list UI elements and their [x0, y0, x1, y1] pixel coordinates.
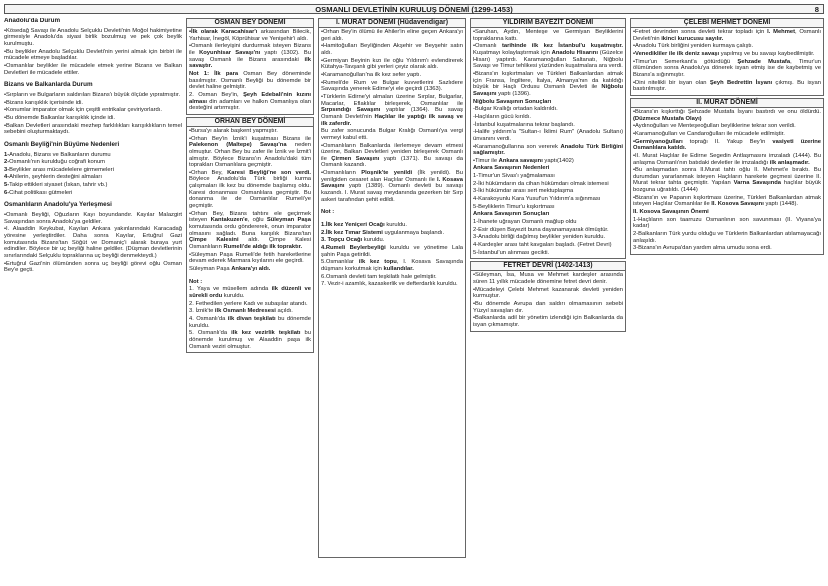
page-title: OSMANLI DEVLETİNİN KURULUŞ DÖNEMİ (1299-1453)	[315, 5, 513, 14]
list-item: 3-Bizans'ın Avrupa'dan yardım alma umudu sona erdi.	[633, 245, 772, 252]
note-heading: Not :	[189, 278, 203, 285]
celebi-mehmet-box	[630, 18, 824, 96]
paragraph: •Orhan Bey, Karesi Beyliği'ne son verdi. Böylece Anadolu'da Türk birliği kurma çalışmaları ilk kez bu dönemde başlamış oldu. Karesi donanması Osmanlılara geçmiştir. Bu donanma ile de Osmanlılar Rumeli'ye geçmiştir.	[189, 169, 311, 210]
paragraph: •Balkan Devletleri arasındaki mezhep farklılıkları karışıklıkların temel sebebini oluşturmaktaydı.	[4, 122, 182, 136]
list-item: 3-Beylikler arası mücadelelere girmemeleri	[4, 166, 114, 173]
list-item: 4-Kardeşler arası taht kavgaları başladı. (Fetret Devri)	[473, 242, 612, 249]
column-3	[318, 18, 466, 583]
list-item: 5-İstanbul'un alınması gecikti.	[473, 249, 550, 256]
box-title: ORHAN BEY DÖNEMİ	[187, 118, 313, 127]
paragraph: •Mücadeleyi Çelebi Mehmet kazanarak devleti yeniden kurmuştur.	[473, 286, 623, 300]
section-heading: Bizans ve Balkanlarda Durum	[4, 81, 93, 89]
paragraph: •Sırpların ve Bulgarların saldırıları Bizans'ı büyük ölçüde yıpratmıştır.	[4, 91, 181, 98]
list-item: 1-Anadolu, Bizans ve Balkanların durumu	[4, 151, 111, 158]
paragraph: •Bursa'yı alarak başkent yapmıştır.	[189, 127, 278, 134]
note-item: 2. Fethedilen yerlere Kadı ve subaşılar atandı.	[189, 300, 308, 307]
osman-bey-box	[186, 18, 314, 115]
paragraph: •Orhan Bey, Bizans tahtını ele geçirmek isteyen Kantakuzen'e, oğlu Süleyman Paşa komutasında ordu göndererek, onun imparator olmasını sağladı. Buna karşılık Bizans'tan Çimpe Kalesini aldı. Çimpe Kalesi Osmanlıların Rumeli'de aldığı ilk topraktır.	[189, 210, 311, 251]
column-5	[630, 18, 824, 583]
column-4	[470, 18, 626, 583]
note-item: 7. Vezir-i azamlık, kazaskerlik ve defterdarlık kuruldu.	[321, 281, 458, 288]
box-title: ÇELEBİ MEHMET DÖNEMİ	[631, 19, 823, 28]
paragraph: •Bu dönemde Avrupa dan saldırı olmamasının sebebi Yüzyıl savaşları dır.	[473, 300, 623, 314]
list-item: 5-Takip ettikleri siyaset (İskan, tahrir vb.)	[4, 182, 108, 189]
note-item: 3. Topçu Ocağı kuruldu.	[321, 237, 385, 244]
list-item: 2-Osmanlı'nın kurulduğu coğrafi konum	[4, 159, 105, 166]
paragraph: •Bizans'ın kışkırttığı Şehzade Mustafa İsyanı bastırdı ve onu öldürdü. (Düzmece Mustafa Olayı)	[633, 108, 821, 122]
list-item: 1-Timur'un Sivas'ı yağmalaması	[473, 173, 555, 180]
paragraph: •Rumeli'de Rum ve Bulgar kuvvetlerini Sazlıdere Savaşında yenerek Edirne'yi ele geçirdi (1363).	[321, 79, 463, 93]
paragraph: •Balkanlarda adil bir yönetim izlendiği için Balkanlarda da isyan çıkmamıştır.	[473, 315, 623, 328]
paragraph: •Bizans'ın kışkırtmaları ve Türkleri Balkanlardan atmak için Fransa, İngiltere, İtalya, Almanya'nın da katıldığı büyük bir Haçlı Ordusu Osmanlı Devleti ile Niğbolu Savaşını yaptı (1396).	[473, 70, 623, 97]
paragraph: •Kösedağ Savaşı ile Anadolu Selçuklu Devleti'nin Moğol hakimiyetine girmesiyle Anadolu'da siyasi birlik bozulmuş ve pek çok beylik kurulmuştu.	[4, 27, 182, 47]
list-item: 3-Anadolu birliği dağılmış beylikler yeniden kuruldu.	[473, 234, 606, 241]
paragraph: •Osmanlıların Balkanlarda ilerlemeye devam etmesi üzerine, Balkan Devletleri yeniden birleşerek Osmanlı ile Çirmen Savaşını yaptı (1371). Bu savaşı da Osmanlı kazandı.	[321, 142, 463, 169]
paragraph: •Hamitoğulları Beyliğinden Akşehir ve Beyşehir satın aldı.	[321, 43, 463, 56]
box-title: OSMAN BEY DÖNEMİ	[187, 19, 313, 28]
list-item: 2-Balkanların Türk yurdu olduğu ve Türklerin Balkanlardan atılamayacağı anlaşıldı.	[633, 231, 821, 244]
paragraph: •Ertuğrul Gazi'nin ölümünden sonra uç beyliği görevi oğlu Osman Bey'e geçti.	[4, 260, 182, 274]
box-title: FETRET DEVRİ (1402-1413)	[471, 262, 625, 271]
section-heading: Osmanlı Beyliği'nin Büyüme Nedenleri	[4, 140, 120, 148]
subheading: Ankara Savaşının Nedenleri	[473, 165, 550, 172]
paragraph: Bu zafer sonucunda Bulgar Kralığı Osmanlı'ya vergi vermeyi kabul etti.	[321, 128, 463, 141]
note-item: 1.İlk kez Yeniçeri Ocağı kuruldu.	[321, 222, 407, 229]
orhan-bey-box	[186, 117, 314, 353]
list-item: 1-İhanete uğrayan Osmanlı mağlup oldu	[473, 219, 577, 226]
box-title: I. MURAT DÖNEMİ (Hüdavendigar)	[319, 19, 465, 28]
section-heading: Osmanlıların Anadolu'ya Yerleşmesi	[4, 201, 112, 209]
list-item: 5-Beyliklerin Timur'u kışkırtması	[473, 203, 555, 210]
list-item: -Haçlıların gücü kırıldı.	[473, 113, 531, 120]
note-item: 1. Yaya ve müsellem adında ilk düzenli ve sürekli ordu kuruldu.	[189, 286, 311, 299]
list-item: 4-Ahilerin, şeyhlerin desteğini almaları	[4, 174, 102, 181]
note-item: 2.İlk kez Tımar Sistemi uygulanmaya başlandı.	[321, 229, 445, 236]
list-item: -Bulgar Krallığı ortadan kaldırıldı.	[473, 106, 558, 113]
subheading: Ankara Savaşının Sonuçları	[473, 211, 550, 218]
paragraph: •Bu beylikler Anadolu Selçuklu Devleti'nin yerini almak için birbiri ile mücadele etmeye başladılar.	[4, 48, 182, 62]
box-title: II. MURAT DÖNEMİ	[631, 99, 823, 108]
paragraph: Süleyman Paşa Ankara'yı aldı.	[189, 266, 271, 272]
list-item: -Halife yıldırım'a "Sultan-ı İklimi Rum" (Anadolu Sultanı) ünvanını verdi.	[473, 129, 623, 142]
list-item: 4-Karakoyunlu Kara Yusuf'un Yıldırım'a sığınması	[473, 196, 601, 203]
note-item: 5.Osmanlılar ilk kez topu, I. Kosava Savaşında düşmanı korkutmak için kullandılar.	[321, 259, 463, 272]
paragraph: •Orhan Bey'in İznik'i kuşatması Bizans ile Palekenon (Maltepe) Savaşı'na neden olmuştur. Orhan Bey bu zafer ile İznik ve İzmit'i almıştır. Böylece Bizans'ın Anadolu'daki tüm toprakları Osmanlılara geçmiştir.	[189, 135, 311, 169]
subheading: Niğbolu Savaşının Sonuçları	[473, 98, 552, 105]
paragraph: •Bizans karışıklık içerisinde idi.	[4, 99, 84, 106]
list-item: 1-Haçlıların son taarruzu Osmanlının son savunması (II. Viyana'ya kadar)	[633, 216, 821, 230]
note-item: 5. Osmanlı'da ilk kez vezirlik teşkilatı bu dönemde kurulmuş ve Alaaddin paşa ilk Osmanlı veziri olmuştur.	[189, 330, 312, 350]
list-item: -İstanbul kuşatmalarına tekrar başlandı.	[473, 121, 575, 128]
paragraph: •Saruhan, Aydın, Menteşe ve Germiyan Beyliklerini topraklarına kattı.	[473, 29, 623, 42]
paragraph: •I. Alaaddin Keykubat, Kayıları Ankara yakınlarındaki Karacadağ yöresine yerleştirdiler. Daha sonra Kayılar, Ertuğrul Gazi komutasında Bizans'tan Söğüt ve Domaniç'i alarak buraya yurt edindiler. Böylece bir uç beyliği haline geldiler. (Düşman devletlerinin sınırlarındaki Selçuklu topraklarına uç beyliği denmekteydi.)	[4, 226, 182, 260]
paragraph: •Karamanoğullarına son vererek Anadolu Türk Birliğini sağlamıştır.	[473, 143, 623, 157]
paragraph: •Bu anlaşmadan sonra II.Murat tahtı oğlu II. Mehmet'e bıraktı. Bu durumdan yararlanmak isteyen Haçlıların harekete geçmesi üzerine II. Murat tekrar tahta geçmiştir. Yapılan Varna Savaşında haçlılar büyük bozguna uğratıldı. (1444)	[633, 167, 821, 194]
paragraph: •Bu dönemde Balkanlar karışıklık içinde idi.	[4, 114, 115, 121]
note: Not 1: İlk para Osman Bey döneminde basılmıştır. Osmanlı Beyliği bu dönemde bir devlet haline gelmiştir.	[189, 70, 311, 91]
list-item: 2-İki hükümdarın da cihan hükümdarı olmak istemesi	[473, 180, 609, 187]
paragraph: •Karamanoğulları'na ilk kez sefer yaptı.	[321, 71, 422, 78]
paragraph: •Orhan Bey'in ölümü ile Ahiler'in eline geçen Ankara'yı geri aldı.	[321, 29, 463, 42]
paragraph: •Anadolu Türk birliğini yeniden kurmaya çalıştı.	[633, 43, 754, 50]
paragraph: •Timur'un Semerkant'a götürdüğü Şehzade Mustafa, Timur'un ölümünden sonra Anadolu'ya dönerek isyan etmiş ise de kaybetmiş ve Bizans'a sığınmıştır.	[633, 58, 821, 78]
paragraph: •Osmanlı ilerleyişini durdurmak isteyen Bizans ile Koyunhisar Savaşı'nı yaptı (1302). Bu savaş Osmanlı ile Bizans arasındaki ilk savaştır.	[189, 43, 312, 70]
paragraph: •Osmanlı tarihinde ilk kez İstanbul'u kuşatmıştır. Kuşatmayı kolaylaştırmak için Anadolu Hisarını (Güzelce Hisarı) yaptırdı. Karamanoğulları Saltanatı, Niğbolu Savaşı ve Timur tehlikesi yüzünden kuşatmalara ara verdi.	[473, 43, 623, 70]
paragraph: •Süleyman Paşa Rumeli'de fetih hareketlerine devam ederek Marmara kıyılarını ele geçirdi.	[189, 251, 311, 265]
paragraph: •Germiyan Beyinin kızı ile oğlu Yıldırım'ı evlendirerek Kütahya-Tavşanlı gibi yerleri çeyiz olarak aldı.	[321, 57, 463, 71]
paragraph: •Germiyanoğulları toprağı II. Yakup Bey'in vasiyeti üzerine Osmanlılara katıldı.	[633, 138, 821, 152]
note-item: 4.Rumeli Beylerbeyliği kuruldu ve yönetime Lala şahin Paşa getirildi.	[321, 245, 464, 258]
paragraph: •Aydınoğulları ve Menteşeoğulları beyliklerine tekrar son verildi.	[633, 123, 796, 130]
subheading: II. Kosova Savaşının Önemi	[633, 209, 709, 216]
paragraph: •Karamanoğulları ve Candaroğulları ile mücadele edilmiştir.	[633, 130, 785, 137]
note-item: 4. Osmanlı'da ilk divan teşkilatı bu dönemde kuruldu.	[189, 315, 311, 329]
note: 2. Osman Bey'in, Şeyh Edebali'nin kızını alması din adamları ve halkın Osmanlıya olan desteğini artırmıştır.	[189, 91, 311, 112]
section-heading: Anadolu'da Durum	[4, 18, 61, 24]
murat-1-box	[318, 18, 466, 558]
list-item: 2-Esir düşen Bayezit buna dayanamayarak ölmüştür.	[473, 226, 609, 233]
note-item: 6.Osmanlı devleti tam teşkilatlı hale gelmiştir.	[321, 273, 437, 280]
paragraph: •II. Murat Haçlılar ile Edirne Segedin Antlaşmasını imzaladı (1444). Bu anlaşma Osmanlı'nın batıdaki devletler ile imzaladığı ilk anlaşmadır.	[633, 152, 821, 166]
box-title: YILDIRIM BAYEZİT DÖNEMİ	[471, 19, 625, 28]
fetret-devri-box	[470, 261, 626, 331]
murat-2-box	[630, 98, 824, 255]
list-item: 6-Cihat politikası gütmeleri	[4, 189, 73, 196]
note-item: 3. İznik'te ilk Osmanlı Medresesi açıldı.	[189, 308, 293, 315]
page-header	[4, 4, 824, 14]
column-2	[186, 18, 314, 583]
column-1	[4, 18, 182, 583]
paragraph: •Dini nitelikli bir isyan olan Şeyh Bedrettin İsyanı çıkmış. Bu isyan bastırılmıştır.	[633, 79, 821, 93]
paragraph: •Timur ile Ankara savaşını yaptı(1402)	[473, 157, 574, 164]
paragraph: •Fetret devrinden sonra devleti tekrar topladı için I. Mehmet, Osmanlı Devleti'nin ikinci kurucusu sayılır.	[633, 29, 821, 42]
page-number: 8	[814, 5, 819, 14]
paragraph: •Osmanlıların Ploşnik'te yenildi (İlk yenildi). Bu yenilgiden cesaret alan Haçlılar Osmanlı ile I. Kosava Savaşını yaptı (1389). Osmanlı devleti bu savaşı kazandı. I. Murat savaş meydanında gezerken bir Sırp askeri tarafından şehit edildi.	[321, 170, 463, 203]
paragraph: •Osmanlılar beylikler ile mücadele etmek yerine Bizans ve Balkan Devletleri ile mücadele ettiler.	[4, 62, 182, 76]
paragraph: •İlk olarak Karacahisar'ı arkasından Bilecik, Yarhisar, İnegöl, Köprühisar ve Yenişehir'i aldı.	[189, 29, 311, 42]
paragraph: •Bizans'ın ve Papanın kışkırtması üzerine, Türkleri Balkanlardan atmak isteyen Haçlılar Osmanlılar ile II. Kosova Savaşını yaptı (1448).	[633, 194, 821, 208]
list-item: 3-İki hükümdar arası sert mektuplaşma	[473, 188, 574, 195]
paragraph: •Venedikliler ile ilk deniz savaşı yapılmış ve bu savaşı kaybedilmiştir.	[633, 50, 815, 57]
note-heading: Not :	[321, 209, 335, 216]
reasons-list	[4, 152, 182, 197]
paragraph: •Osmanlı Beyliği, Oğuzların Kayı boyundandır. Kayılar Malazgirt Savaşından sonra Anadolu'ya geldiler.	[4, 212, 182, 225]
paragraph: •Türklerin Edirne'yi almaları üzerine Sırplar, Bulgarlar, Macarlar, Eflaklılar birleşerek, Osmanlılar ile Sırpsındığı Savaşını yaptılar (1364). Bu savaş Osmanlı Devleti'nin Haçlılar ile yaptığı ilk savaş ve ilk zaferdir.	[321, 93, 463, 127]
yildirim-bayezit-box	[470, 18, 626, 259]
paragraph: •Konumlar imparator olmak için çeşitli entrikalar çeviriyorlardı.	[4, 107, 162, 114]
paragraph: •Süleyman, İsa, Musa ve Mehmet kardeşler arasında süren 11 yıllık mücadele dönemine fetret devri denir.	[473, 272, 623, 285]
